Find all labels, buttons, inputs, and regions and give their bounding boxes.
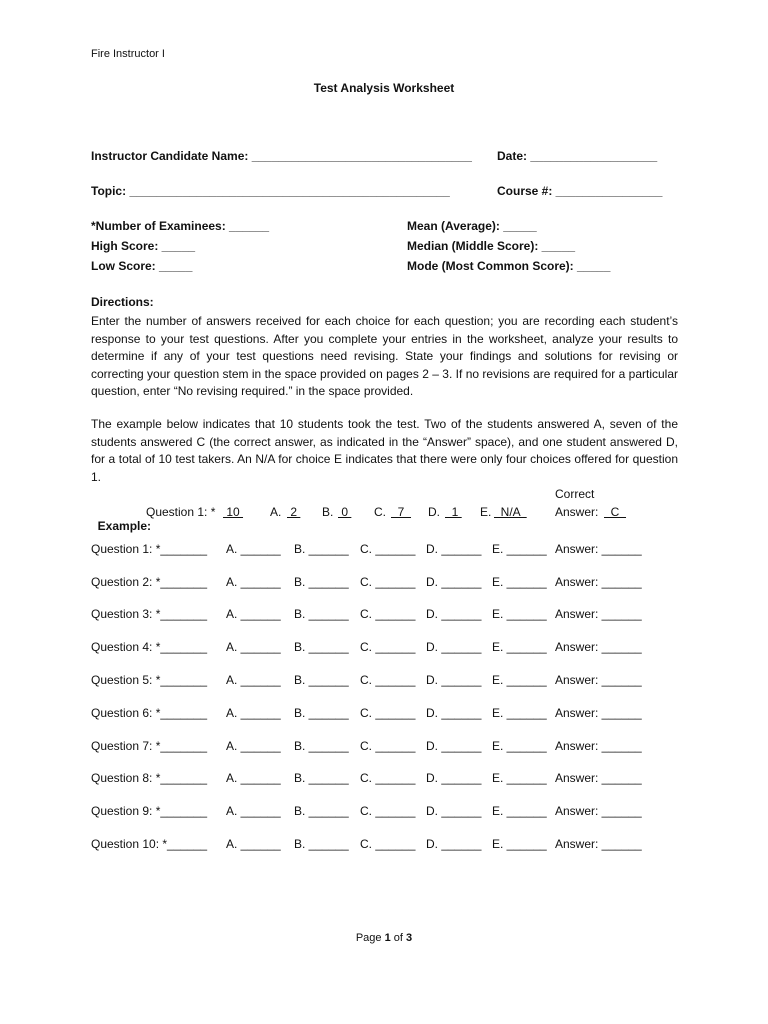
choice-a-field[interactable]: A. ______ [226, 739, 281, 753]
choice-d-field[interactable]: D. ______ [426, 771, 482, 785]
choice-d-field[interactable]: D. ______ [426, 706, 482, 720]
choice-a-field[interactable]: A. ______ [226, 771, 281, 785]
course-number-field[interactable]: Course #: ________________ [497, 184, 663, 198]
example-question-label: Question 1: * [146, 505, 216, 519]
question-count-field[interactable]: Question 2: *_______ [91, 575, 208, 589]
choice-a-field[interactable]: A. ______ [226, 706, 281, 720]
example-count: 10 [223, 505, 244, 519]
high-score-field[interactable]: High Score: _____ [91, 239, 196, 253]
choice-b-field[interactable]: B. ______ [294, 739, 349, 753]
choice-d-field[interactable]: D. ______ [426, 542, 482, 556]
directions-heading: Directions: [91, 295, 154, 309]
example-label: Example: [97, 519, 152, 533]
example-answer-value: C [604, 505, 627, 519]
choice-c-field[interactable]: C. ______ [360, 837, 416, 851]
mode-field[interactable]: Mode (Most Common Score): _____ [407, 259, 611, 273]
example-a-value: 2 [287, 505, 301, 519]
choice-d-field[interactable]: D. ______ [426, 607, 482, 621]
example-c-value: 7 [391, 505, 412, 519]
choice-d-field[interactable]: D. ______ [426, 804, 482, 818]
choice-a-field[interactable]: A. ______ [226, 804, 281, 818]
choice-c-field[interactable]: C. ______ [360, 640, 416, 654]
page-title: Test Analysis Worksheet [313, 81, 455, 95]
choice-e-field[interactable]: E. ______ [492, 542, 547, 556]
choice-a-field[interactable]: A. ______ [226, 542, 281, 556]
example-answer-label: Answer: [555, 505, 599, 519]
choice-c-field[interactable]: C. ______ [360, 575, 416, 589]
choice-d-field[interactable]: D. ______ [426, 739, 482, 753]
example-row [91, 505, 151, 533]
choice-e-field[interactable]: E. ______ [492, 706, 547, 720]
running-header: Fire Instructor I [91, 48, 165, 60]
choice-e-field[interactable]: E. ______ [492, 837, 547, 851]
page-number: 1 [384, 932, 391, 944]
question-count-field[interactable]: Question 4: *_______ [91, 640, 208, 654]
example-e-value: N/A [494, 505, 527, 519]
answer-field[interactable]: Answer: ______ [555, 771, 642, 785]
question-count-field[interactable]: Question 3: *_______ [91, 607, 208, 621]
example-e-label: E. [480, 505, 492, 519]
choice-b-field[interactable]: B. ______ [294, 542, 349, 556]
answer-field[interactable]: Answer: ______ [555, 607, 642, 621]
page-footer [0, 932, 768, 944]
choice-a-field[interactable]: A. ______ [226, 673, 281, 687]
example-b-label: B. [322, 505, 334, 519]
example-b-value: 0 [338, 505, 352, 519]
examinees-field[interactable]: *Number of Examinees: ______ [91, 219, 270, 233]
choice-a-field[interactable]: A. ______ [226, 640, 281, 654]
answer-field[interactable]: Answer: ______ [555, 804, 642, 818]
choice-c-field[interactable]: C. ______ [360, 771, 416, 785]
choice-b-field[interactable]: B. ______ [294, 837, 349, 851]
choice-e-field[interactable]: E. ______ [492, 771, 547, 785]
question-count-field[interactable]: Question 8: *_______ [91, 771, 208, 785]
choice-b-field[interactable]: B. ______ [294, 804, 349, 818]
answer-field[interactable]: Answer: ______ [555, 673, 642, 687]
choice-c-field[interactable]: C. ______ [360, 673, 416, 687]
choice-c-field[interactable]: C. ______ [360, 607, 416, 621]
question-count-field[interactable]: Question 10: *______ [91, 837, 208, 851]
answer-field[interactable]: Answer: ______ [555, 640, 642, 654]
choice-c-field[interactable]: C. ______ [360, 804, 416, 818]
topic-field[interactable]: Topic: ________________________________________________ [91, 184, 450, 198]
choice-e-field[interactable]: E. ______ [492, 607, 547, 621]
example-c-label: C. [374, 505, 386, 519]
choice-c-field[interactable]: C. ______ [360, 542, 416, 556]
example-explanation: The example below indicates that 10 students took the test. Two of the students answered A, seven of the students answered C (the correct answer, as indicated in the “Answer” space), and one student answered D, for a total of 10 test takers. An N/A for choice E indicates that there were only four choices offered for question 1. [91, 417, 678, 484]
choice-b-field[interactable]: B. ______ [294, 575, 349, 589]
mean-field[interactable]: Mean (Average): _____ [407, 219, 537, 233]
answer-field[interactable]: Answer: ______ [555, 739, 642, 753]
choice-c-field[interactable]: C. ______ [360, 706, 416, 720]
answer-field[interactable]: Answer: ______ [555, 706, 642, 720]
choice-e-field[interactable]: E. ______ [492, 804, 547, 818]
choice-e-field[interactable]: E. ______ [492, 575, 547, 589]
choice-b-field[interactable]: B. ______ [294, 771, 349, 785]
low-score-field[interactable]: Low Score: _____ [91, 259, 193, 273]
choice-e-field[interactable]: E. ______ [492, 739, 547, 753]
page-label: Page [355, 932, 382, 944]
choice-b-field[interactable]: B. ______ [294, 607, 349, 621]
question-count-field[interactable]: Question 5: *_______ [91, 673, 208, 687]
choice-e-field[interactable]: E. ______ [492, 640, 547, 654]
date-field[interactable]: Date: ___________________ [497, 149, 658, 163]
directions-paragraph: Enter the number of answers received for each choice for each question; you are recording each student’s response to your test questions. After you complete your entries in the worksheet, analyze your results to determine if any of your test questions need revising. State your findings and solutions for revising or correcting your question stem in the space provided on pages 2 – 3. If no revisions are required for a particular question, enter “No revising required.” in the space provided. [91, 314, 678, 398]
answer-field[interactable]: Answer: ______ [555, 575, 642, 589]
example-d-value: 1 [445, 505, 462, 519]
choice-d-field[interactable]: D. ______ [426, 837, 482, 851]
choice-c-field[interactable]: C. ______ [360, 739, 416, 753]
answer-field[interactable]: Answer: ______ [555, 542, 642, 556]
question-count-field[interactable]: Question 9: *_______ [91, 804, 208, 818]
choice-a-field[interactable]: A. ______ [226, 575, 281, 589]
candidate-name-field[interactable]: Instructor Candidate Name: _________________________________ [91, 149, 472, 163]
choice-a-field[interactable]: A. ______ [226, 607, 281, 621]
question-count-field[interactable]: Question 7: *_______ [91, 739, 208, 753]
answer-field[interactable]: Answer: ______ [555, 837, 642, 851]
choice-d-field[interactable]: D. ______ [426, 673, 482, 687]
choice-b-field[interactable]: B. ______ [294, 640, 349, 654]
choice-b-field[interactable]: B. ______ [294, 706, 349, 720]
example-a-label: A. [270, 505, 282, 519]
page-total: 3 [406, 932, 413, 944]
choice-d-field[interactable]: D. ______ [426, 575, 482, 589]
choice-b-field[interactable]: B. ______ [294, 673, 349, 687]
question-count-field[interactable]: Question 1: *_______ [91, 542, 208, 556]
correct-label: Correct [555, 487, 595, 501]
choice-e-field[interactable]: E. ______ [492, 673, 547, 687]
question-count-field[interactable]: Question 6: *_______ [91, 706, 208, 720]
median-field[interactable]: Median (Middle Score): _____ [407, 239, 576, 253]
example-d-label: D. [428, 505, 440, 519]
of-label: of [393, 932, 403, 944]
choice-d-field[interactable]: D. ______ [426, 640, 482, 654]
choice-a-field[interactable]: A. ______ [226, 837, 281, 851]
